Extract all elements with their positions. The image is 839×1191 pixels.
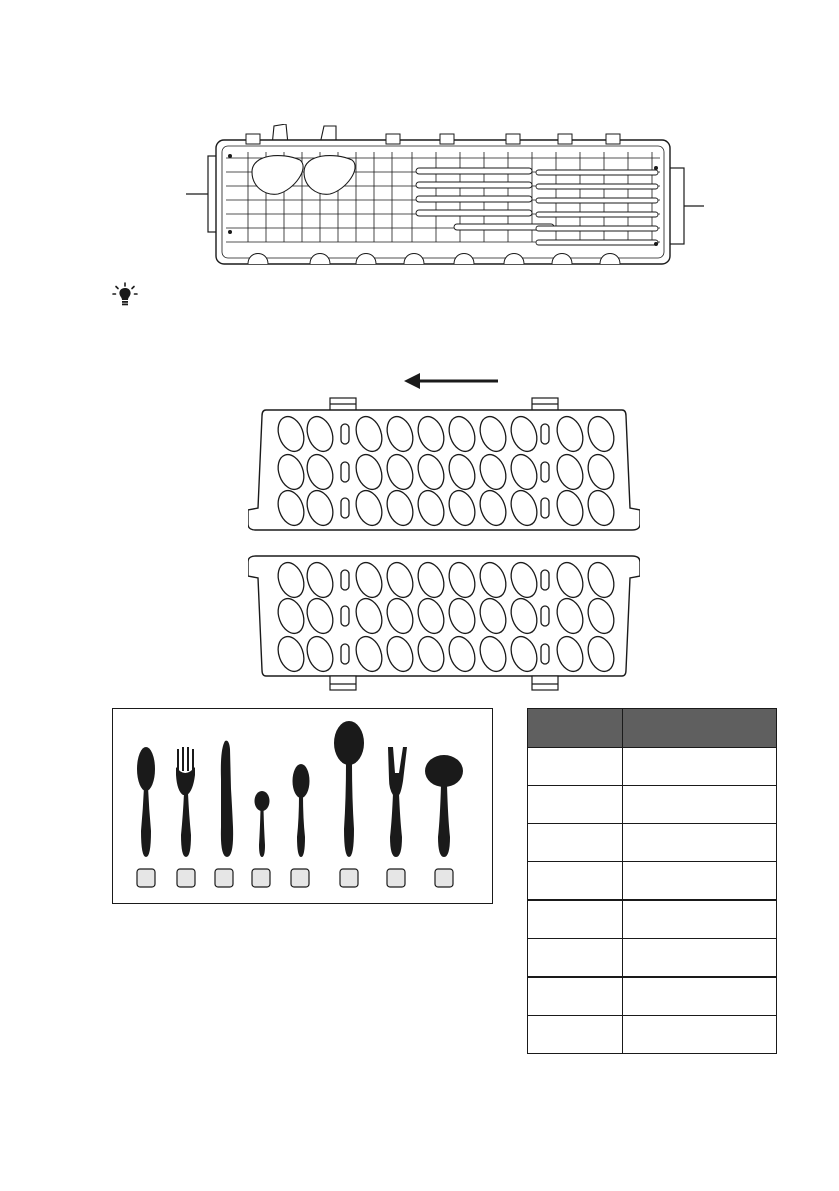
table-cell (528, 1016, 623, 1054)
legend-checkbox-1 (137, 869, 155, 887)
cutlery-insert-top (248, 396, 640, 534)
table-cell (623, 862, 777, 901)
table-header-row (528, 709, 777, 748)
table-row (528, 900, 777, 939)
table-cell (623, 939, 777, 978)
table-header-cell (623, 709, 777, 748)
lightbulb-icon (112, 282, 138, 308)
serving-spoon-icon (334, 721, 364, 857)
soup-ladle-icon (425, 755, 463, 857)
cutlery-legend (112, 708, 493, 904)
direction-arrow (404, 372, 500, 390)
fork-icon (176, 747, 195, 857)
legend-checkbox-4 (252, 869, 270, 887)
knife-icon (221, 741, 233, 857)
cutlery-basket-drawing (186, 124, 706, 270)
legend-checkbox-3 (215, 869, 233, 887)
cutlery-basket-figure (186, 124, 706, 270)
table-row (528, 1016, 777, 1054)
table-cell (623, 748, 777, 786)
legend-checkbox-2 (177, 869, 195, 887)
legend-checkbox-6 (340, 869, 358, 887)
table-cell (528, 939, 623, 978)
table-cell (528, 862, 623, 901)
table-row (528, 862, 777, 901)
table-cell (528, 786, 623, 824)
cutlery-code-table (527, 708, 777, 1054)
cutlery-legend-drawing (113, 709, 491, 902)
teaspoon-icon (255, 791, 270, 857)
arrow-left-icon (404, 372, 500, 390)
tip-row (112, 282, 792, 310)
table-cell (623, 900, 777, 939)
table-cell (623, 824, 777, 862)
tablespoon-icon (137, 747, 155, 857)
legend-checkbox-7 (387, 869, 405, 887)
table-cell (623, 977, 777, 1016)
insert-panel-drawing (248, 396, 640, 534)
insert-panel-drawing (248, 554, 640, 692)
legend-checkbox-5 (291, 869, 309, 887)
table-row (528, 977, 777, 1016)
table-cell (623, 1016, 777, 1054)
table-row (528, 824, 777, 862)
table-cell (528, 900, 623, 939)
cutlery-insert-bottom (248, 554, 640, 692)
legend-checkbox-8 (435, 869, 453, 887)
dessert-spoon-icon (293, 764, 310, 857)
serving-fork-icon (388, 747, 407, 857)
table-row (528, 786, 777, 824)
table-cell (528, 977, 623, 1016)
table-row (528, 939, 777, 978)
table-row (528, 748, 777, 786)
table-cell (528, 748, 623, 786)
table-header-cell (528, 709, 623, 748)
table-cell (528, 824, 623, 862)
table-cell (623, 786, 777, 824)
